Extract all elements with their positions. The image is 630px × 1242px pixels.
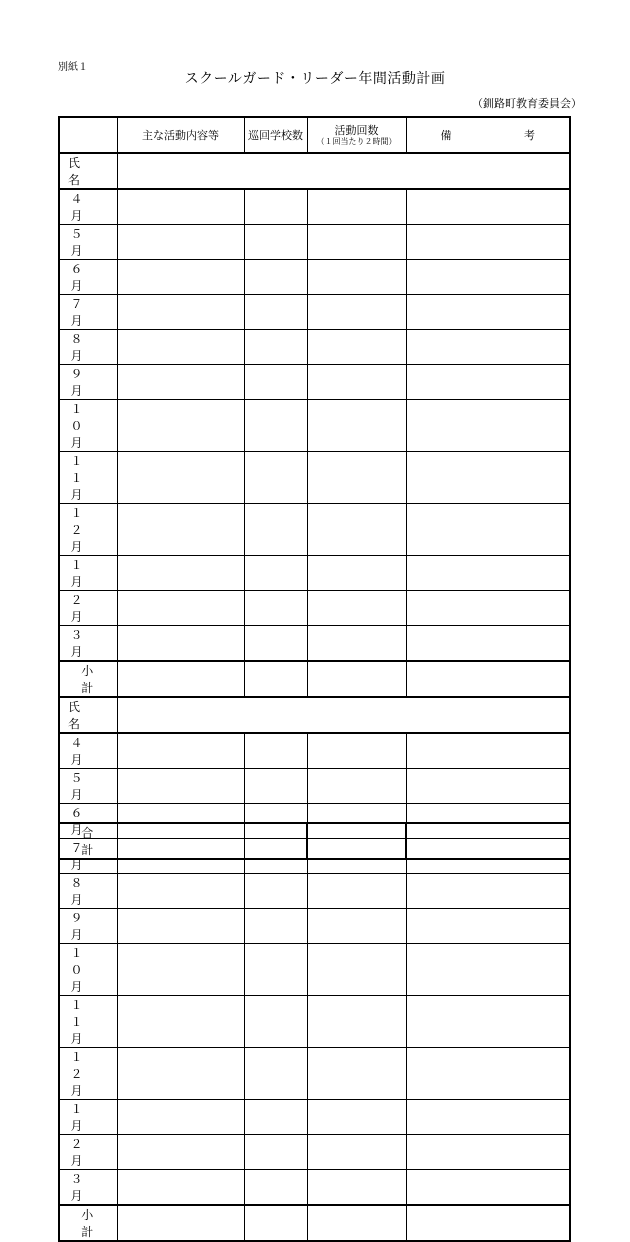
- month-remarks-cell[interactable]: [406, 733, 570, 769]
- name-label: 氏 名: [59, 153, 117, 189]
- month-count-cell[interactable]: [307, 504, 406, 556]
- month-count-cell[interactable]: [307, 1170, 406, 1206]
- month-remarks-cell[interactable]: [406, 1048, 570, 1100]
- subtotal-remarks-cell[interactable]: [406, 1205, 570, 1241]
- month-count-cell[interactable]: [307, 260, 406, 295]
- month-remarks-cell[interactable]: [406, 944, 570, 996]
- total-label: 合 計: [59, 823, 117, 859]
- header-count-sublabel: （１回当たり２時間）: [316, 136, 397, 146]
- header-remarks-char-1: 備: [440, 129, 452, 142]
- month-count-cell[interactable]: [307, 400, 406, 452]
- subtotal-activities-cell[interactable]: [117, 661, 244, 697]
- month-activities-cell[interactable]: [117, 1170, 244, 1206]
- month-count-cell[interactable]: [307, 591, 406, 626]
- month-row: [59, 189, 570, 225]
- month-label: ２月: [59, 1135, 117, 1170]
- month-row: [59, 504, 570, 556]
- month-count-cell[interactable]: [307, 733, 406, 769]
- month-remarks-cell[interactable]: [406, 1170, 570, 1206]
- month-count-cell[interactable]: [307, 189, 406, 225]
- month-schools-cell[interactable]: [244, 909, 307, 944]
- month-count-cell[interactable]: [307, 1048, 406, 1100]
- month-activities-cell[interactable]: [117, 452, 244, 504]
- month-label: ７月: [59, 839, 117, 874]
- month-row: [59, 909, 570, 944]
- month-count-cell[interactable]: [307, 556, 406, 591]
- month-label: ９月: [59, 365, 117, 400]
- subtotal-schools-cell[interactable]: [244, 661, 307, 697]
- month-schools-cell[interactable]: [244, 556, 307, 591]
- month-label: １０月: [59, 400, 117, 452]
- month-row: [59, 626, 570, 662]
- subtotal-remarks-cell[interactable]: [406, 661, 570, 697]
- name-row: [59, 697, 570, 733]
- month-label: ４月: [59, 189, 117, 225]
- month-activities-cell[interactable]: [117, 909, 244, 944]
- month-remarks-cell[interactable]: [406, 874, 570, 909]
- month-schools-cell[interactable]: [244, 1135, 307, 1170]
- month-label: ８月: [59, 330, 117, 365]
- subtotal-activities-cell[interactable]: [117, 1205, 244, 1241]
- header-activities: 主な活動内容等: [117, 117, 244, 153]
- month-remarks-cell[interactable]: [406, 400, 570, 452]
- header-blank-cell: [59, 117, 117, 153]
- month-remarks-cell[interactable]: [406, 365, 570, 400]
- month-label: ５月: [59, 225, 117, 260]
- subtotal-row: [59, 661, 570, 697]
- month-remarks-cell[interactable]: [406, 996, 570, 1048]
- month-remarks-cell[interactable]: [406, 330, 570, 365]
- month-row: [59, 452, 570, 504]
- subtotal-row: [59, 1205, 570, 1241]
- month-row: [59, 330, 570, 365]
- month-count-cell[interactable]: [307, 1100, 406, 1135]
- month-label: １２月: [59, 1048, 117, 1100]
- document-title: スクールガード・リーダー年間活動計画: [184, 71, 446, 87]
- month-label: ３月: [59, 1170, 117, 1206]
- month-count-cell[interactable]: [307, 452, 406, 504]
- month-row: [59, 225, 570, 260]
- month-activities-cell[interactable]: [117, 769, 244, 804]
- month-row: [59, 996, 570, 1048]
- month-remarks-cell[interactable]: [406, 452, 570, 504]
- name-input-cell[interactable]: [117, 153, 570, 189]
- month-remarks-cell[interactable]: [406, 295, 570, 330]
- name-input-cell[interactable]: [117, 697, 570, 733]
- header-remarks-char-2: 考: [524, 129, 535, 142]
- month-row: [59, 591, 570, 626]
- month-activities-cell[interactable]: [117, 944, 244, 996]
- month-row: [59, 400, 570, 452]
- month-count-cell[interactable]: [307, 225, 406, 260]
- month-activities-cell[interactable]: [117, 365, 244, 400]
- header-remarks: [406, 117, 570, 153]
- month-count-cell[interactable]: [307, 1135, 406, 1170]
- month-remarks-cell[interactable]: [406, 189, 570, 225]
- month-row: [59, 1100, 570, 1135]
- month-row: [59, 556, 570, 591]
- month-count-cell[interactable]: [307, 874, 406, 909]
- month-activities-cell[interactable]: [117, 1048, 244, 1100]
- month-schools-cell[interactable]: [244, 591, 307, 626]
- month-count-cell[interactable]: [307, 909, 406, 944]
- month-label: １１月: [59, 996, 117, 1048]
- month-remarks-cell[interactable]: [406, 556, 570, 591]
- total-count-cell[interactable]: [307, 823, 406, 859]
- month-count-cell[interactable]: [307, 330, 406, 365]
- month-label: ９月: [59, 909, 117, 944]
- month-remarks-cell[interactable]: [406, 504, 570, 556]
- month-schools-cell[interactable]: [244, 626, 307, 662]
- month-label: １月: [59, 1100, 117, 1135]
- month-activities-cell[interactable]: [117, 733, 244, 769]
- month-activities-cell[interactable]: [117, 996, 244, 1048]
- total-schools-cell[interactable]: [244, 823, 307, 859]
- month-schools-cell[interactable]: [244, 260, 307, 295]
- month-remarks-cell[interactable]: [406, 591, 570, 626]
- activity-plan-table: [58, 116, 571, 1242]
- month-activities-cell[interactable]: [117, 556, 244, 591]
- name-label: 氏 名: [59, 697, 117, 733]
- month-remarks-cell[interactable]: [406, 769, 570, 804]
- month-count-cell[interactable]: [307, 996, 406, 1048]
- month-schools-cell[interactable]: [244, 504, 307, 556]
- month-row: [59, 365, 570, 400]
- header-count: [307, 117, 406, 153]
- month-count-cell[interactable]: [307, 365, 406, 400]
- month-remarks-cell[interactable]: [406, 1100, 570, 1135]
- month-schools-cell[interactable]: [244, 1048, 307, 1100]
- month-activities-cell[interactable]: [117, 591, 244, 626]
- month-label: ６月: [59, 804, 117, 839]
- month-remarks-cell[interactable]: [406, 1135, 570, 1170]
- subtotal-label: 小 計: [59, 1205, 117, 1241]
- month-activities-cell[interactable]: [117, 504, 244, 556]
- subtotal-count-cell[interactable]: [307, 661, 406, 697]
- month-schools-cell[interactable]: [244, 452, 307, 504]
- month-schools-cell[interactable]: [244, 365, 307, 400]
- month-schools-cell[interactable]: [244, 733, 307, 769]
- month-schools-cell[interactable]: [244, 330, 307, 365]
- month-activities-cell[interactable]: [117, 1135, 244, 1170]
- month-label: ２月: [59, 591, 117, 626]
- month-count-cell[interactable]: [307, 295, 406, 330]
- month-row: [59, 1135, 570, 1170]
- month-row: [59, 874, 570, 909]
- month-label: １月: [59, 556, 117, 591]
- month-schools-cell[interactable]: [244, 225, 307, 260]
- month-schools-cell[interactable]: [244, 400, 307, 452]
- month-schools-cell[interactable]: [244, 944, 307, 996]
- subtotal-label: 小 計: [59, 661, 117, 697]
- month-row: [59, 295, 570, 330]
- month-remarks-cell[interactable]: [406, 260, 570, 295]
- month-label: ５月: [59, 769, 117, 804]
- month-schools-cell[interactable]: [244, 769, 307, 804]
- organization-name: （釧路町教育委員会）: [472, 97, 582, 110]
- month-count-cell[interactable]: [307, 626, 406, 662]
- month-row: [59, 1170, 570, 1206]
- month-label: ４月: [59, 733, 117, 769]
- month-schools-cell[interactable]: [244, 1170, 307, 1206]
- subtotal-count-cell[interactable]: [307, 1205, 406, 1241]
- month-label: ３月: [59, 626, 117, 662]
- name-row: [59, 153, 570, 189]
- month-schools-cell[interactable]: [244, 874, 307, 909]
- month-activities-cell[interactable]: [117, 330, 244, 365]
- header-row: [59, 117, 570, 153]
- month-schools-cell[interactable]: [244, 295, 307, 330]
- month-schools-cell[interactable]: [244, 1100, 307, 1135]
- month-activities-cell[interactable]: [117, 874, 244, 909]
- month-label: １２月: [59, 504, 117, 556]
- month-row: [59, 1048, 570, 1100]
- month-activities-cell[interactable]: [117, 400, 244, 452]
- month-activities-cell[interactable]: [117, 626, 244, 662]
- month-activities-cell[interactable]: [117, 189, 244, 225]
- month-remarks-cell[interactable]: [406, 626, 570, 662]
- month-schools-cell[interactable]: [244, 996, 307, 1048]
- month-remarks-cell[interactable]: [406, 909, 570, 944]
- header-schools: 巡回学校数: [244, 117, 307, 153]
- month-label: ６月: [59, 260, 117, 295]
- month-label: ８月: [59, 874, 117, 909]
- header-count-label: 活動回数: [334, 123, 379, 137]
- total-activities-cell[interactable]: [117, 823, 244, 859]
- month-row: [59, 944, 570, 996]
- total-table: [58, 822, 571, 860]
- month-activities-cell[interactable]: [117, 225, 244, 260]
- month-label: １０月: [59, 944, 117, 996]
- month-label: １１月: [59, 452, 117, 504]
- month-row: [59, 733, 570, 769]
- month-schools-cell[interactable]: [244, 189, 307, 225]
- month-count-cell[interactable]: [307, 769, 406, 804]
- month-activities-cell[interactable]: [117, 1100, 244, 1135]
- month-row: [59, 260, 570, 295]
- month-activities-cell[interactable]: [117, 260, 244, 295]
- month-remarks-cell[interactable]: [406, 225, 570, 260]
- attachment-label: 別紙１: [58, 62, 88, 73]
- month-activities-cell[interactable]: [117, 295, 244, 330]
- month-count-cell[interactable]: [307, 944, 406, 996]
- subtotal-schools-cell[interactable]: [244, 1205, 307, 1241]
- total-row: [59, 823, 570, 859]
- month-label: ７月: [59, 295, 117, 330]
- total-remarks-cell[interactable]: [406, 823, 570, 859]
- month-row: [59, 769, 570, 804]
